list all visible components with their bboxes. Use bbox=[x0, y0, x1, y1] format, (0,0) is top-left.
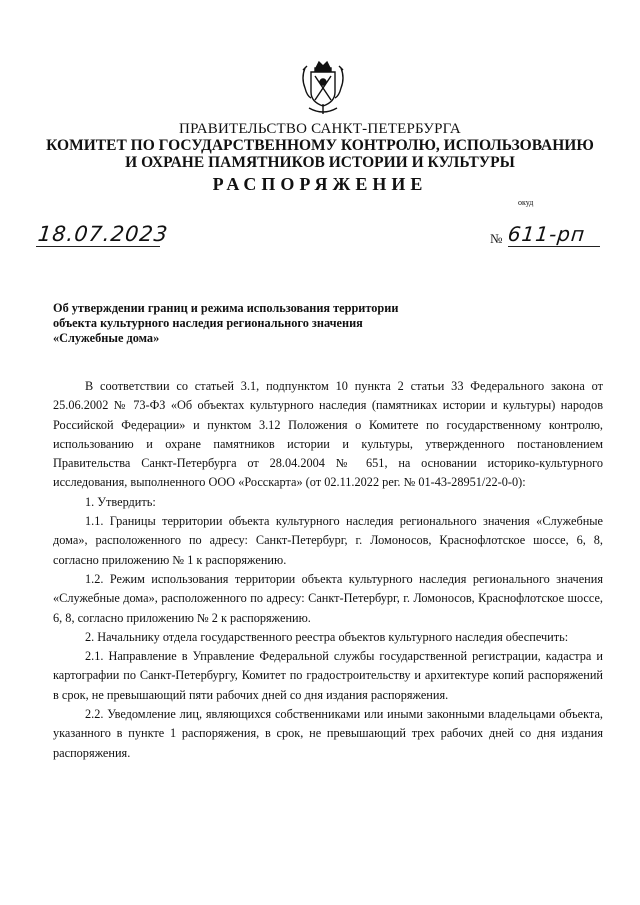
document-type: РАСПОРЯЖЕНИЕ bbox=[212, 174, 428, 194]
document-body bbox=[53, 377, 603, 763]
committee-title-line2: И ОХРАНЕ ПАМЯТНИКОВ ИСТОРИИ И КУЛЬТУРЫ bbox=[125, 154, 515, 171]
subject-line2: объекта культурного наследия регионального значения bbox=[53, 316, 363, 330]
number-underline bbox=[508, 246, 600, 247]
paragraph-preamble: В соответствии со статьей 3.1, подпунктом 10 пункта 2 статьи 33 Федерального закона от 25.06.2002 № 73-ФЗ «Об объектах культурного наследия (памятниках истории и культуры) народов Российской Федерации» и пунктом 3.12 Положения о Комитете по государственному контролю, использованию и охране памятников истории и культуры, утвержденного постановлением Правительства Санкт-Петербурга от 28.04.2004 № 651, на основании историко-культурного исследования, выполненного ООО «Росскарта» (от 02.11.2022 рег. № 01-43-28951/22-0-0): bbox=[53, 379, 603, 490]
date-underline bbox=[36, 246, 160, 247]
paragraph-item-1-1: 1.1. Границы территории объекта культурного наследия регионального значения «Служебные дома», расположенного по адресу: Санкт-Петербург, г. Ломоносов, Краснофлотское шоссе, 6, 8, согласно приложению № 1 к распоряжению. bbox=[53, 514, 603, 567]
document-date: 18.07.2023 bbox=[36, 222, 170, 246]
okud-label: окуд bbox=[518, 198, 534, 207]
coat-of-arms-icon bbox=[297, 58, 349, 118]
paragraph-item-2: 2. Начальнику отдела государственного реестра объектов культурного наследия обеспечить: bbox=[85, 629, 569, 644]
subject-line3: «Служебные дома» bbox=[53, 331, 160, 345]
subject-line1: Об утверждении границ и режима использования территории bbox=[53, 301, 399, 315]
paragraph-item-2-1: 2.1. Направление в Управление Федеральной службы государственной регистрации, кадастра и картографии по Санкт-Петербургу, Комитет по градостроительству и архитектуре копий распоряжений в срок, не превышающий пяти рабочих дней со дня издания распоряжения. bbox=[53, 649, 603, 702]
paragraph-item-1: 1. Утвердить: bbox=[85, 494, 156, 509]
document-number: 611-рп bbox=[506, 222, 587, 246]
document-subject bbox=[53, 301, 473, 346]
number-sign: № bbox=[490, 231, 503, 246]
committee-title bbox=[0, 137, 640, 171]
paragraph-item-2-2: 2.2. Уведомление лиц, являющихся собственниками или иными законными владельцами объекта, указанного в пункте 1 распоряжения, в срок, не превышающий трех рабочих дней со дня издания распоряжения. bbox=[53, 707, 603, 760]
committee-title-line1: КОМИТЕТ ПО ГОСУДАРСТВЕННОМУ КОНТРОЛЮ, ИСПОЛЬЗОВАНИЮ bbox=[46, 137, 594, 154]
government-title: ПРАВИТЕЛЬСТВО САНКТ-ПЕТЕРБУРГА bbox=[179, 121, 461, 137]
paragraph-item-1-2: 1.2. Режим использования территории объекта культурного наследия регионального значения «Служебные дома», расположенного по адресу: Санкт-Петербург, г. Ломоносов, Краснофлотское шоссе, 6, 8, согласно приложению № 2 к распоряжению. bbox=[53, 571, 603, 625]
